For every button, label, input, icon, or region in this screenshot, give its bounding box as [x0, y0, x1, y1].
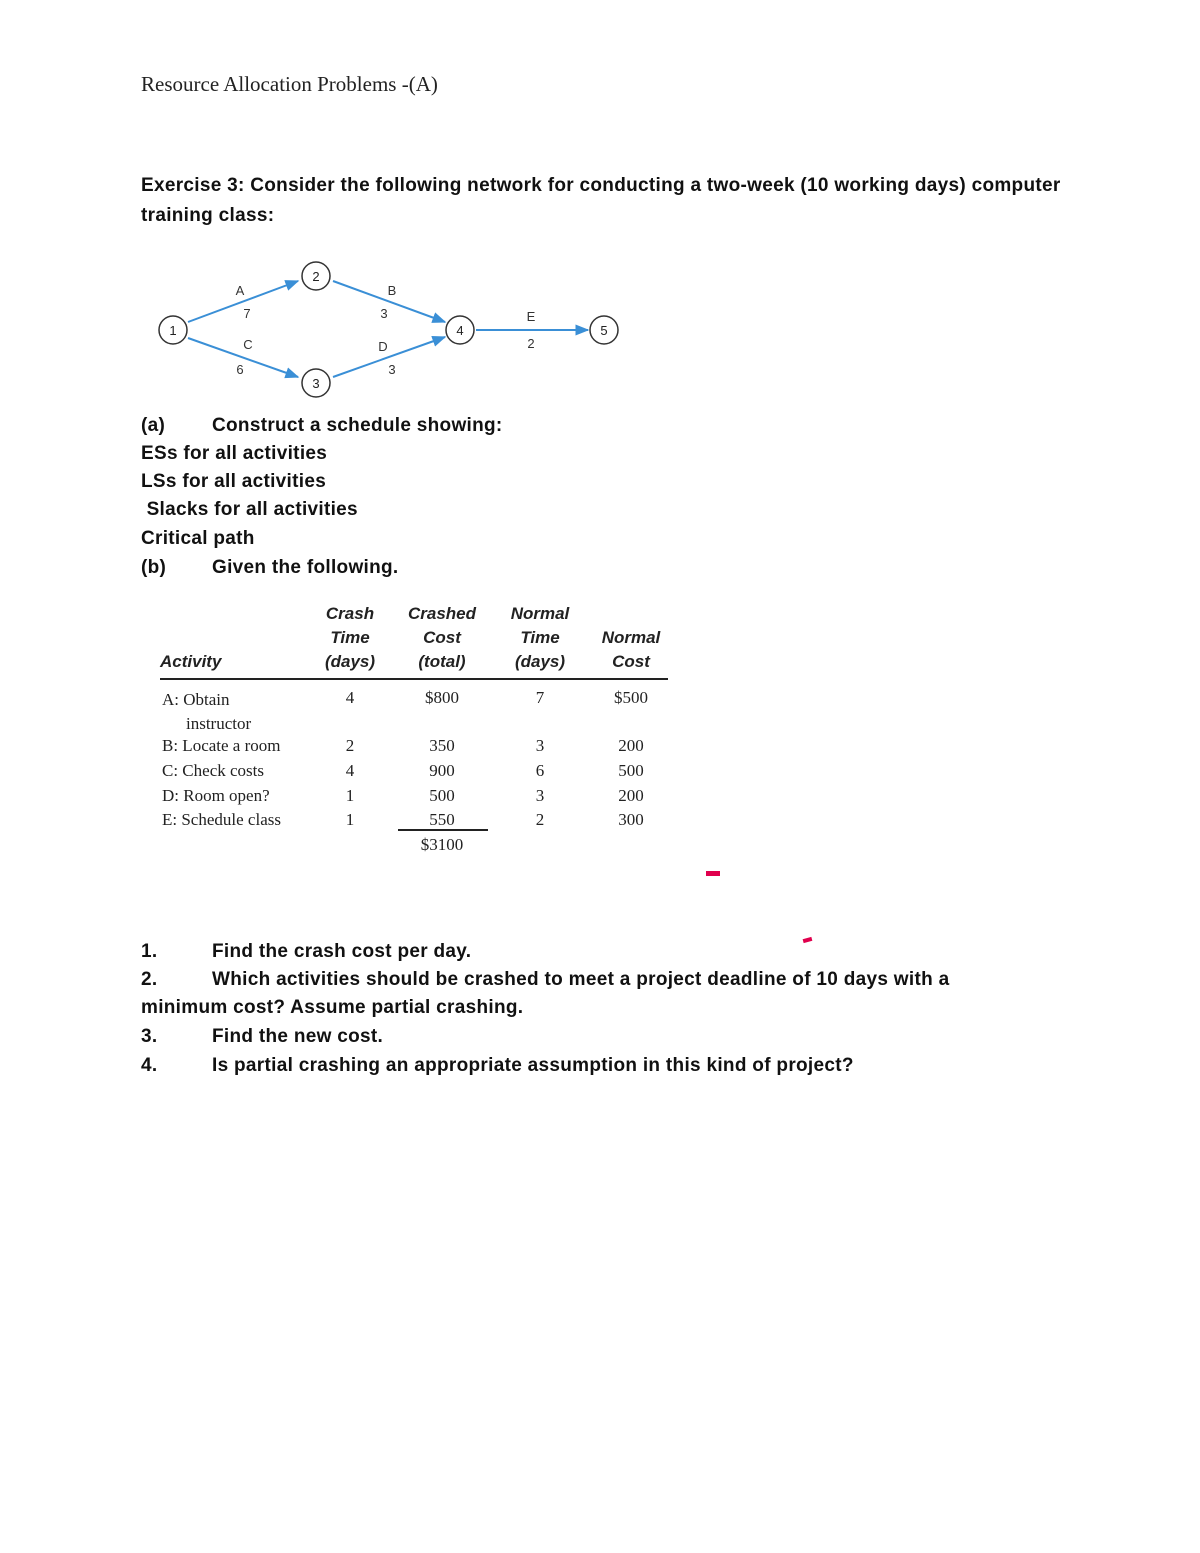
header-line: Time — [330, 628, 370, 647]
question-number: 1. — [141, 941, 158, 962]
part-a-text: Construct a schedule showing: — [212, 415, 503, 436]
activity-name: B — [387, 283, 397, 298]
header-line: Cost — [612, 652, 650, 671]
activity-name: C — [243, 337, 253, 352]
part-b-text: Given the following. — [212, 557, 399, 578]
part-b-line — [141, 557, 399, 579]
activity-name: E — [526, 309, 536, 324]
cell-normal-time: 2 — [535, 810, 545, 829]
header-line: Crashed — [407, 604, 477, 623]
activity-name: D — [378, 339, 388, 354]
cost-table — [160, 600, 670, 870]
activity-line: instructor — [186, 714, 252, 733]
header-line: Crash — [325, 604, 375, 623]
activity-duration: 3 — [380, 306, 388, 321]
cell-crashed-cost: 550 — [429, 810, 455, 829]
cell-normal-time: 6 — [535, 761, 545, 780]
header-line: Cost — [423, 628, 461, 647]
cell-normal-cost: $500 — [614, 688, 648, 707]
question-continuation — [141, 997, 523, 1019]
question-text: Find the new cost. — [212, 1026, 384, 1047]
activity-duration: 6 — [236, 362, 244, 377]
cell-crash-time: 1 — [345, 810, 355, 829]
cell-normal-time: 3 — [535, 736, 545, 755]
node-label: 1 — [169, 323, 177, 338]
red-mark — [706, 871, 720, 876]
cell-crashed-cost: 350 — [429, 736, 455, 755]
question — [141, 969, 949, 991]
cell-activity: C: Check costs — [162, 761, 264, 780]
question-text: Find the crash cost per day. — [212, 941, 472, 962]
part-a-label: (a) — [141, 415, 166, 436]
activity-name: A — [235, 283, 245, 298]
header-line: Normal — [510, 604, 570, 623]
sum-rule — [398, 829, 488, 831]
cell-activity: D: Room open? — [162, 786, 270, 805]
header-line: Time — [520, 628, 560, 647]
cell-crashed-cost: 500 — [429, 786, 455, 805]
page-header: Resource Allocation Problems -(A) — [141, 72, 438, 96]
question — [141, 1055, 854, 1077]
part-a-line — [141, 415, 503, 437]
cell-crash-time: 4 — [345, 761, 355, 780]
activity-duration: 2 — [527, 336, 535, 351]
header-line: (days) — [324, 652, 376, 671]
header-normal-time — [500, 602, 580, 674]
header-normal-cost — [592, 626, 670, 674]
header-rule — [160, 678, 668, 680]
cell-crash-time: 2 — [345, 736, 355, 755]
activity-line: A: Obtain — [162, 690, 230, 709]
header-line: (days) — [514, 652, 566, 671]
header-line: Normal — [601, 628, 661, 647]
activity-duration: 3 — [388, 362, 396, 377]
cell-activity: E: Schedule class — [162, 810, 281, 829]
question-text: Is partial crashing an appropriate assumption in this kind of project? — [212, 1055, 854, 1076]
cell-crashed-cost: $800 — [425, 688, 459, 707]
red-mark — [803, 937, 813, 943]
network-diagram — [0, 0, 1200, 420]
header-crashed-cost — [398, 602, 486, 674]
cell-crashed-cost: 900 — [429, 761, 455, 780]
header-crash-time — [310, 602, 390, 674]
question-number: 3. — [141, 1026, 158, 1047]
part-a-item: ESs for all activities — [141, 443, 328, 464]
cell-normal-time: 7 — [535, 688, 545, 707]
question — [141, 1026, 383, 1048]
cell-activity: B: Locate a room — [162, 736, 281, 755]
table-row-activity — [162, 688, 251, 736]
cell-normal-cost: 300 — [618, 810, 644, 829]
exercise-title: Exercise 3: Consider the following network for conducting a two-week (10 working days) computer training class: — [141, 175, 1061, 226]
header-line: (total) — [418, 652, 466, 671]
question — [141, 941, 471, 963]
part-b-label: (b) — [141, 557, 167, 578]
cell-normal-cost: 500 — [618, 761, 644, 780]
node-label: 2 — [312, 269, 320, 284]
activity-duration: 7 — [243, 306, 251, 321]
question-text: minimum cost? Assume partial crashing. — [141, 997, 524, 1018]
node-label: 4 — [456, 323, 464, 338]
question-number: 4. — [141, 1055, 158, 1076]
cell-crash-time: 4 — [345, 688, 355, 707]
question-number: 2. — [141, 969, 158, 990]
cell-normal-time: 3 — [535, 786, 545, 805]
question-text: Which activities should be crashed to meet a project deadline of 10 days with a — [212, 969, 950, 990]
cell-normal-cost: 200 — [618, 736, 644, 755]
node-label: 3 — [312, 376, 320, 391]
node-label: 5 — [600, 323, 608, 338]
part-a-item: Critical path — [141, 528, 255, 549]
cell-normal-cost: 200 — [618, 786, 644, 805]
part-a-item: LSs for all activities — [141, 471, 327, 492]
part-a-item: Slacks for all activities — [141, 499, 358, 520]
cell-crash-time: 1 — [345, 786, 355, 805]
total-cost: $3100 — [420, 835, 464, 854]
header-activity: Activity — [160, 652, 222, 671]
